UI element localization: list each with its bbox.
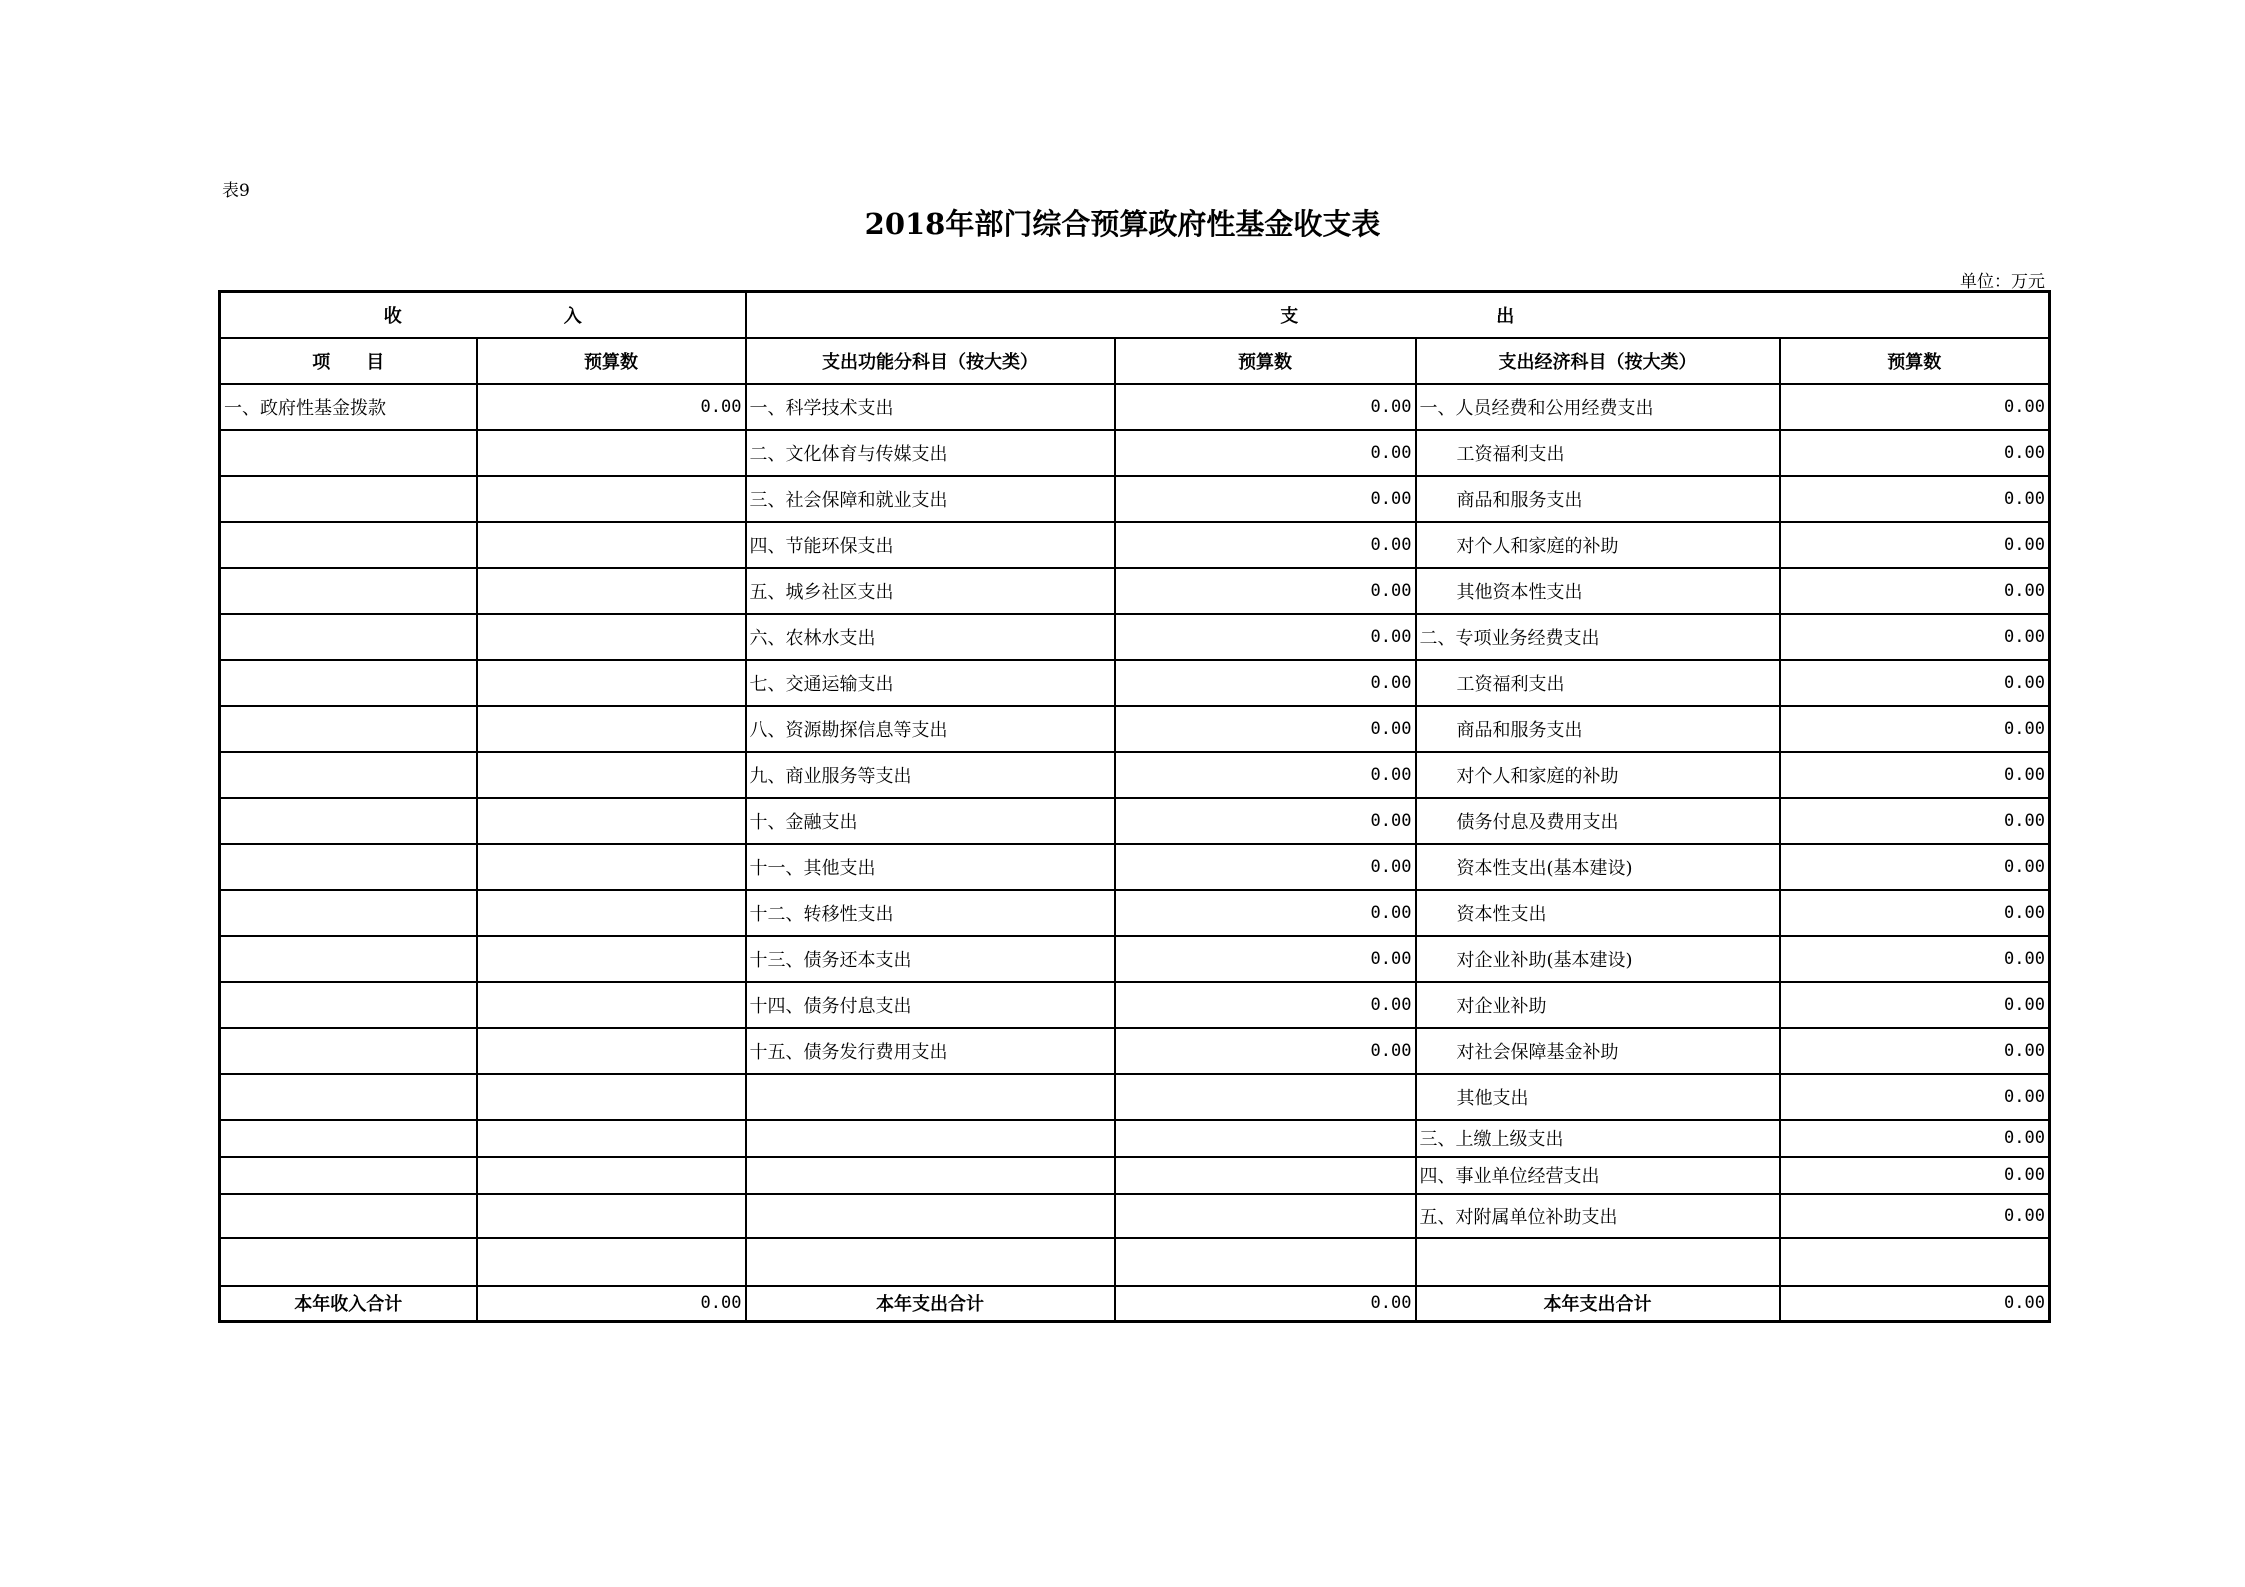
income-item-cell	[220, 706, 477, 752]
func-subject-cell: 十四、债务付息支出	[746, 982, 1115, 1028]
econ-subject-cell: 三、上缴上级支出	[1416, 1120, 1780, 1157]
econ-subject-cell: 工资福利支出	[1416, 430, 1780, 476]
econ-budget-cell: 0.00	[1780, 706, 2050, 752]
table-row	[220, 844, 2050, 890]
econ-budget-cell: 0.00	[1780, 522, 2050, 568]
econ-budget-cell: 0.00	[1780, 384, 2050, 430]
econ-budget-cell: 0.00	[1780, 890, 2050, 936]
func-subject-cell: 一、科学技术支出	[746, 384, 1115, 430]
func-budget-cell: 0.00	[1115, 798, 1416, 844]
econ-subject-cell: 四、事业单位经营支出	[1416, 1157, 1780, 1194]
func-budget-cell: 0.00	[1115, 568, 1416, 614]
econ-subject-cell: 商品和服务支出	[1416, 476, 1780, 522]
income-group-header: 收 入	[220, 292, 746, 338]
income-item-cell	[220, 936, 477, 982]
group-header-row	[220, 292, 2050, 338]
econ-budget-cell: 0.00	[1780, 798, 2050, 844]
table-row	[220, 660, 2050, 706]
econ-total-value: 0.00	[1780, 1286, 2050, 1322]
income-item-cell	[220, 476, 477, 522]
income-item-cell	[220, 1194, 477, 1238]
func-subject-cell: 五、城乡社区支出	[746, 568, 1115, 614]
econ-budget-cell: 0.00	[1780, 752, 2050, 798]
func-subject-cell	[746, 1120, 1115, 1157]
income-item-cell	[220, 1074, 477, 1120]
table-row	[220, 1028, 2050, 1074]
table-row	[220, 890, 2050, 936]
func-budget-cell: 0.00	[1115, 844, 1416, 890]
table-row	[220, 430, 2050, 476]
income-item-cell	[220, 798, 477, 844]
table-row	[220, 568, 2050, 614]
func-budget-cell: 0.00	[1115, 982, 1416, 1028]
income-item-cell	[220, 1157, 477, 1194]
econ-subject-header: 支出经济科目（按大类）	[1416, 338, 1780, 384]
econ-budget-cell: 0.00	[1780, 430, 2050, 476]
func-budget-cell: 0.00	[1115, 660, 1416, 706]
func-subject-cell: 四、节能环保支出	[746, 522, 1115, 568]
econ-budget-cell: 0.00	[1780, 936, 2050, 982]
table-number: 表9	[222, 181, 250, 201]
econ-subject-cell: 二、专项业务经费支出	[1416, 614, 1780, 660]
income-total-label: 本年收入合计	[220, 1286, 477, 1322]
econ-subject-cell: 资本性支出(基本建设)	[1416, 844, 1780, 890]
income-item-cell	[220, 660, 477, 706]
income-item-cell	[220, 430, 477, 476]
func-total-value: 0.00	[1115, 1286, 1416, 1322]
func-subject-header: 支出功能分科目（按大类）	[746, 338, 1115, 384]
func-subject-cell: 八、资源勘探信息等支出	[746, 706, 1115, 752]
income-item-cell	[220, 982, 477, 1028]
func-subject-cell	[746, 1238, 1115, 1286]
econ-budget-cell: 0.00	[1780, 844, 2050, 890]
econ-budget-cell: 0.00	[1780, 660, 2050, 706]
table-row	[220, 384, 2050, 430]
income-item-cell	[220, 890, 477, 936]
econ-budget-cell: 0.00	[1780, 982, 2050, 1028]
income-item-cell	[220, 1028, 477, 1074]
income-budget-cell	[477, 476, 746, 522]
table-row	[220, 1157, 2050, 1194]
page-title: 2018年部门综合预算政府性基金收支表	[864, 207, 1381, 241]
func-subject-cell: 七、交通运输支出	[746, 660, 1115, 706]
income-budget-cell	[477, 936, 746, 982]
income-budget-cell	[477, 798, 746, 844]
column-header-row	[220, 338, 2050, 384]
table-row	[220, 706, 2050, 752]
income-budget-cell	[477, 660, 746, 706]
income-budget-cell	[477, 614, 746, 660]
income-item-cell: 一、政府性基金拨款	[220, 384, 477, 430]
func-budget-cell	[1115, 1120, 1416, 1157]
income-budget-cell	[477, 982, 746, 1028]
econ-subject-cell: 五、对附属单位补助支出	[1416, 1194, 1780, 1238]
econ-subject-cell: 其他资本性支出	[1416, 568, 1780, 614]
income-budget-cell	[477, 522, 746, 568]
func-subject-cell: 三、社会保障和就业支出	[746, 476, 1115, 522]
func-budget-cell: 0.00	[1115, 614, 1416, 660]
table-row	[220, 1120, 2050, 1157]
income-budget-cell: 0.00	[477, 384, 746, 430]
income-budget-cell	[477, 706, 746, 752]
econ-subject-cell: 对个人和家庭的补助	[1416, 522, 1780, 568]
income-item-cell	[220, 1238, 477, 1286]
table-row	[220, 1194, 2050, 1238]
table-row	[220, 1238, 2050, 1286]
econ-subject-cell: 债务付息及费用支出	[1416, 798, 1780, 844]
func-budget-cell: 0.00	[1115, 752, 1416, 798]
econ-budget-cell: 0.00	[1780, 476, 2050, 522]
income-budget-cell	[477, 1238, 746, 1286]
econ-budget-cell: 0.00	[1780, 1120, 2050, 1157]
func-subject-cell: 十三、债务还本支出	[746, 936, 1115, 982]
table-row	[220, 1074, 2050, 1120]
table-row	[220, 798, 2050, 844]
income-budget-cell	[477, 752, 746, 798]
expense-group-header: 支 出	[746, 292, 2050, 338]
item-header: 项 目	[220, 338, 477, 384]
econ-subject-cell: 对企业补助	[1416, 982, 1780, 1028]
func-budget-header: 预算数	[1115, 338, 1416, 384]
func-budget-cell: 0.00	[1115, 936, 1416, 982]
func-budget-cell: 0.00	[1115, 890, 1416, 936]
func-budget-cell	[1115, 1074, 1416, 1120]
budget-table	[218, 290, 2051, 1323]
econ-budget-cell: 0.00	[1780, 614, 2050, 660]
func-subject-cell: 十五、债务发行费用支出	[746, 1028, 1115, 1074]
func-budget-cell: 0.00	[1115, 384, 1416, 430]
func-budget-cell	[1115, 1238, 1416, 1286]
income-budget-header: 预算数	[477, 338, 746, 384]
func-budget-cell: 0.00	[1115, 522, 1416, 568]
func-subject-cell: 六、农林水支出	[746, 614, 1115, 660]
func-budget-cell	[1115, 1194, 1416, 1238]
func-subject-cell	[746, 1074, 1115, 1120]
econ-subject-cell	[1416, 1238, 1780, 1286]
income-budget-cell	[477, 890, 746, 936]
income-budget-cell	[477, 568, 746, 614]
income-item-cell	[220, 522, 477, 568]
econ-subject-cell: 商品和服务支出	[1416, 706, 1780, 752]
econ-budget-cell: 0.00	[1780, 1028, 2050, 1074]
econ-subject-cell: 对企业补助(基本建设)	[1416, 936, 1780, 982]
income-item-cell	[220, 752, 477, 798]
func-subject-cell	[746, 1157, 1115, 1194]
econ-budget-header: 预算数	[1780, 338, 2050, 384]
func-subject-cell: 二、文化体育与传媒支出	[746, 430, 1115, 476]
table-row	[220, 936, 2050, 982]
table-row	[220, 522, 2050, 568]
income-item-cell	[220, 1120, 477, 1157]
unit-label: 单位：万元	[1960, 272, 2045, 292]
econ-subject-cell: 对个人和家庭的补助	[1416, 752, 1780, 798]
func-budget-cell: 0.00	[1115, 706, 1416, 752]
func-subject-cell: 九、商业服务等支出	[746, 752, 1115, 798]
income-budget-cell	[477, 1074, 746, 1120]
econ-subject-cell: 其他支出	[1416, 1074, 1780, 1120]
func-budget-cell: 0.00	[1115, 476, 1416, 522]
func-subject-cell: 十一、其他支出	[746, 844, 1115, 890]
income-total-value: 0.00	[477, 1286, 746, 1322]
table-row	[220, 982, 2050, 1028]
income-item-cell	[220, 568, 477, 614]
income-item-cell	[220, 844, 477, 890]
econ-budget-cell: 0.00	[1780, 1157, 2050, 1194]
income-budget-cell	[477, 1120, 746, 1157]
func-budget-cell: 0.00	[1115, 1028, 1416, 1074]
income-budget-cell	[477, 1157, 746, 1194]
income-budget-cell	[477, 1194, 746, 1238]
econ-budget-cell: 0.00	[1780, 568, 2050, 614]
func-subject-cell: 十、金融支出	[746, 798, 1115, 844]
table-row	[220, 614, 2050, 660]
income-budget-cell	[477, 430, 746, 476]
econ-subject-cell: 工资福利支出	[1416, 660, 1780, 706]
income-budget-cell	[477, 844, 746, 890]
func-budget-cell: 0.00	[1115, 430, 1416, 476]
econ-subject-cell: 资本性支出	[1416, 890, 1780, 936]
econ-budget-cell: 0.00	[1780, 1074, 2050, 1120]
func-total-label: 本年支出合计	[746, 1286, 1115, 1322]
table-row	[220, 476, 2050, 522]
totals-row	[220, 1286, 2050, 1322]
func-subject-cell: 十二、转移性支出	[746, 890, 1115, 936]
func-budget-cell	[1115, 1157, 1416, 1194]
table-row	[220, 752, 2050, 798]
income-item-cell	[220, 614, 477, 660]
func-subject-cell	[746, 1194, 1115, 1238]
econ-subject-cell: 对社会保障基金补助	[1416, 1028, 1780, 1074]
econ-subject-cell: 一、人员经费和公用经费支出	[1416, 384, 1780, 430]
econ-budget-cell: 0.00	[1780, 1194, 2050, 1238]
econ-budget-cell	[1780, 1238, 2050, 1286]
econ-total-label: 本年支出合计	[1416, 1286, 1780, 1322]
income-budget-cell	[477, 1028, 746, 1074]
